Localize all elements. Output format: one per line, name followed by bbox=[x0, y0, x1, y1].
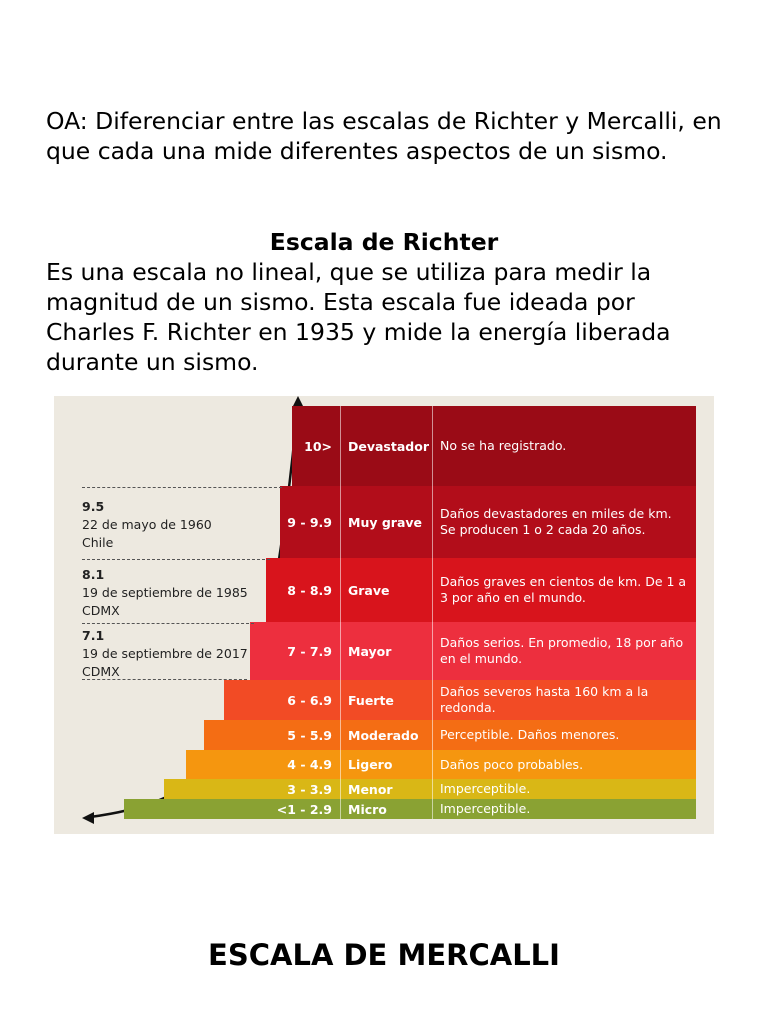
band-range: 4 - 4.9 bbox=[287, 757, 332, 772]
arrow-left-icon bbox=[82, 812, 94, 824]
band-category: Ligero bbox=[348, 757, 393, 772]
band-category: Grave bbox=[348, 582, 390, 598]
band-category: Menor bbox=[348, 781, 393, 797]
band-description: Perceptible. Daños menores. bbox=[440, 727, 620, 742]
band-range: 9 - 9.9 bbox=[287, 514, 332, 530]
band-row bbox=[124, 799, 696, 819]
band-category: Muy grave bbox=[348, 514, 423, 530]
band-category: Moderado bbox=[348, 727, 419, 743]
band-row bbox=[224, 680, 696, 720]
event-place: Chile bbox=[82, 535, 114, 550]
event-divider bbox=[82, 559, 270, 560]
band-category: Devastador bbox=[348, 438, 429, 454]
band-category: Fuerte bbox=[348, 692, 394, 708]
band-description: Daños poco probables. bbox=[440, 756, 584, 772]
band-row bbox=[250, 622, 696, 680]
band-description: Imperceptible. bbox=[440, 801, 531, 816]
richter-description: Es una escala no lineal, que se utiliza para medir la magnitud de un sismo. Esta escala fue ideada por Charles F. Richter en 1935 y mide la energía liberada durante un sismo. bbox=[46, 258, 671, 376]
band-range: 5 - 5.9 bbox=[287, 727, 332, 743]
historic-event bbox=[82, 627, 248, 681]
band-range: 3 - 3.9 bbox=[287, 781, 332, 797]
event-place: CDMX bbox=[82, 664, 120, 679]
event-divider bbox=[82, 623, 254, 624]
event-date: 19 de septiembre de 2017 bbox=[82, 646, 248, 661]
band-row bbox=[266, 558, 696, 622]
event-magnitude: 9.5 bbox=[82, 499, 105, 514]
band-description: Daños devastadores en miles de km. Se producen 1 o 2 cada 20 años. bbox=[440, 506, 672, 537]
band-description: Daños graves en cientos de km. De 1 a 3 por año en el mundo. bbox=[440, 574, 687, 605]
band-row bbox=[186, 750, 696, 779]
event-date: 19 de septiembre de 1985 bbox=[82, 585, 248, 600]
band-range: 8 - 8.9 bbox=[287, 582, 332, 598]
event-date: 22 de mayo de 1960 bbox=[82, 517, 212, 532]
band-description: Daños serios. En promedio, 18 por año en el mundo. bbox=[440, 635, 684, 666]
richter-heading: Escala de Richter bbox=[269, 228, 499, 256]
band-description: Daños severos hasta 160 km a la redonda. bbox=[440, 684, 649, 715]
historic-event bbox=[82, 566, 248, 620]
band-description: No se ha registrado. bbox=[440, 438, 567, 453]
event-divider bbox=[82, 679, 247, 680]
event-place: CDMX bbox=[82, 603, 120, 618]
band-row bbox=[280, 486, 696, 558]
richter-scale-figure bbox=[54, 396, 714, 834]
band-row bbox=[292, 406, 696, 486]
band-row bbox=[204, 720, 696, 750]
band-category: Mayor bbox=[348, 643, 392, 659]
band-range: 6 - 6.9 bbox=[287, 692, 332, 708]
band-row bbox=[164, 779, 696, 799]
objective-text: OA: Diferenciar entre las escalas de Richter y Mercalli, en que cada una mide diferentes aspectos de un sismo. bbox=[46, 107, 722, 165]
event-magnitude: 7.1 bbox=[82, 628, 105, 643]
band-range: 10> bbox=[304, 438, 332, 454]
band-description: Imperceptible. bbox=[440, 781, 531, 796]
event-magnitude: 8.1 bbox=[82, 567, 105, 582]
band-range: <1 - 2.9 bbox=[276, 801, 332, 817]
historic-event bbox=[82, 498, 212, 552]
band-range: 7 - 7.9 bbox=[287, 643, 332, 659]
event-divider bbox=[82, 487, 282, 488]
band-category: Micro bbox=[348, 801, 387, 817]
mercalli-heading: ESCALA DE MERCALLI bbox=[208, 938, 560, 972]
